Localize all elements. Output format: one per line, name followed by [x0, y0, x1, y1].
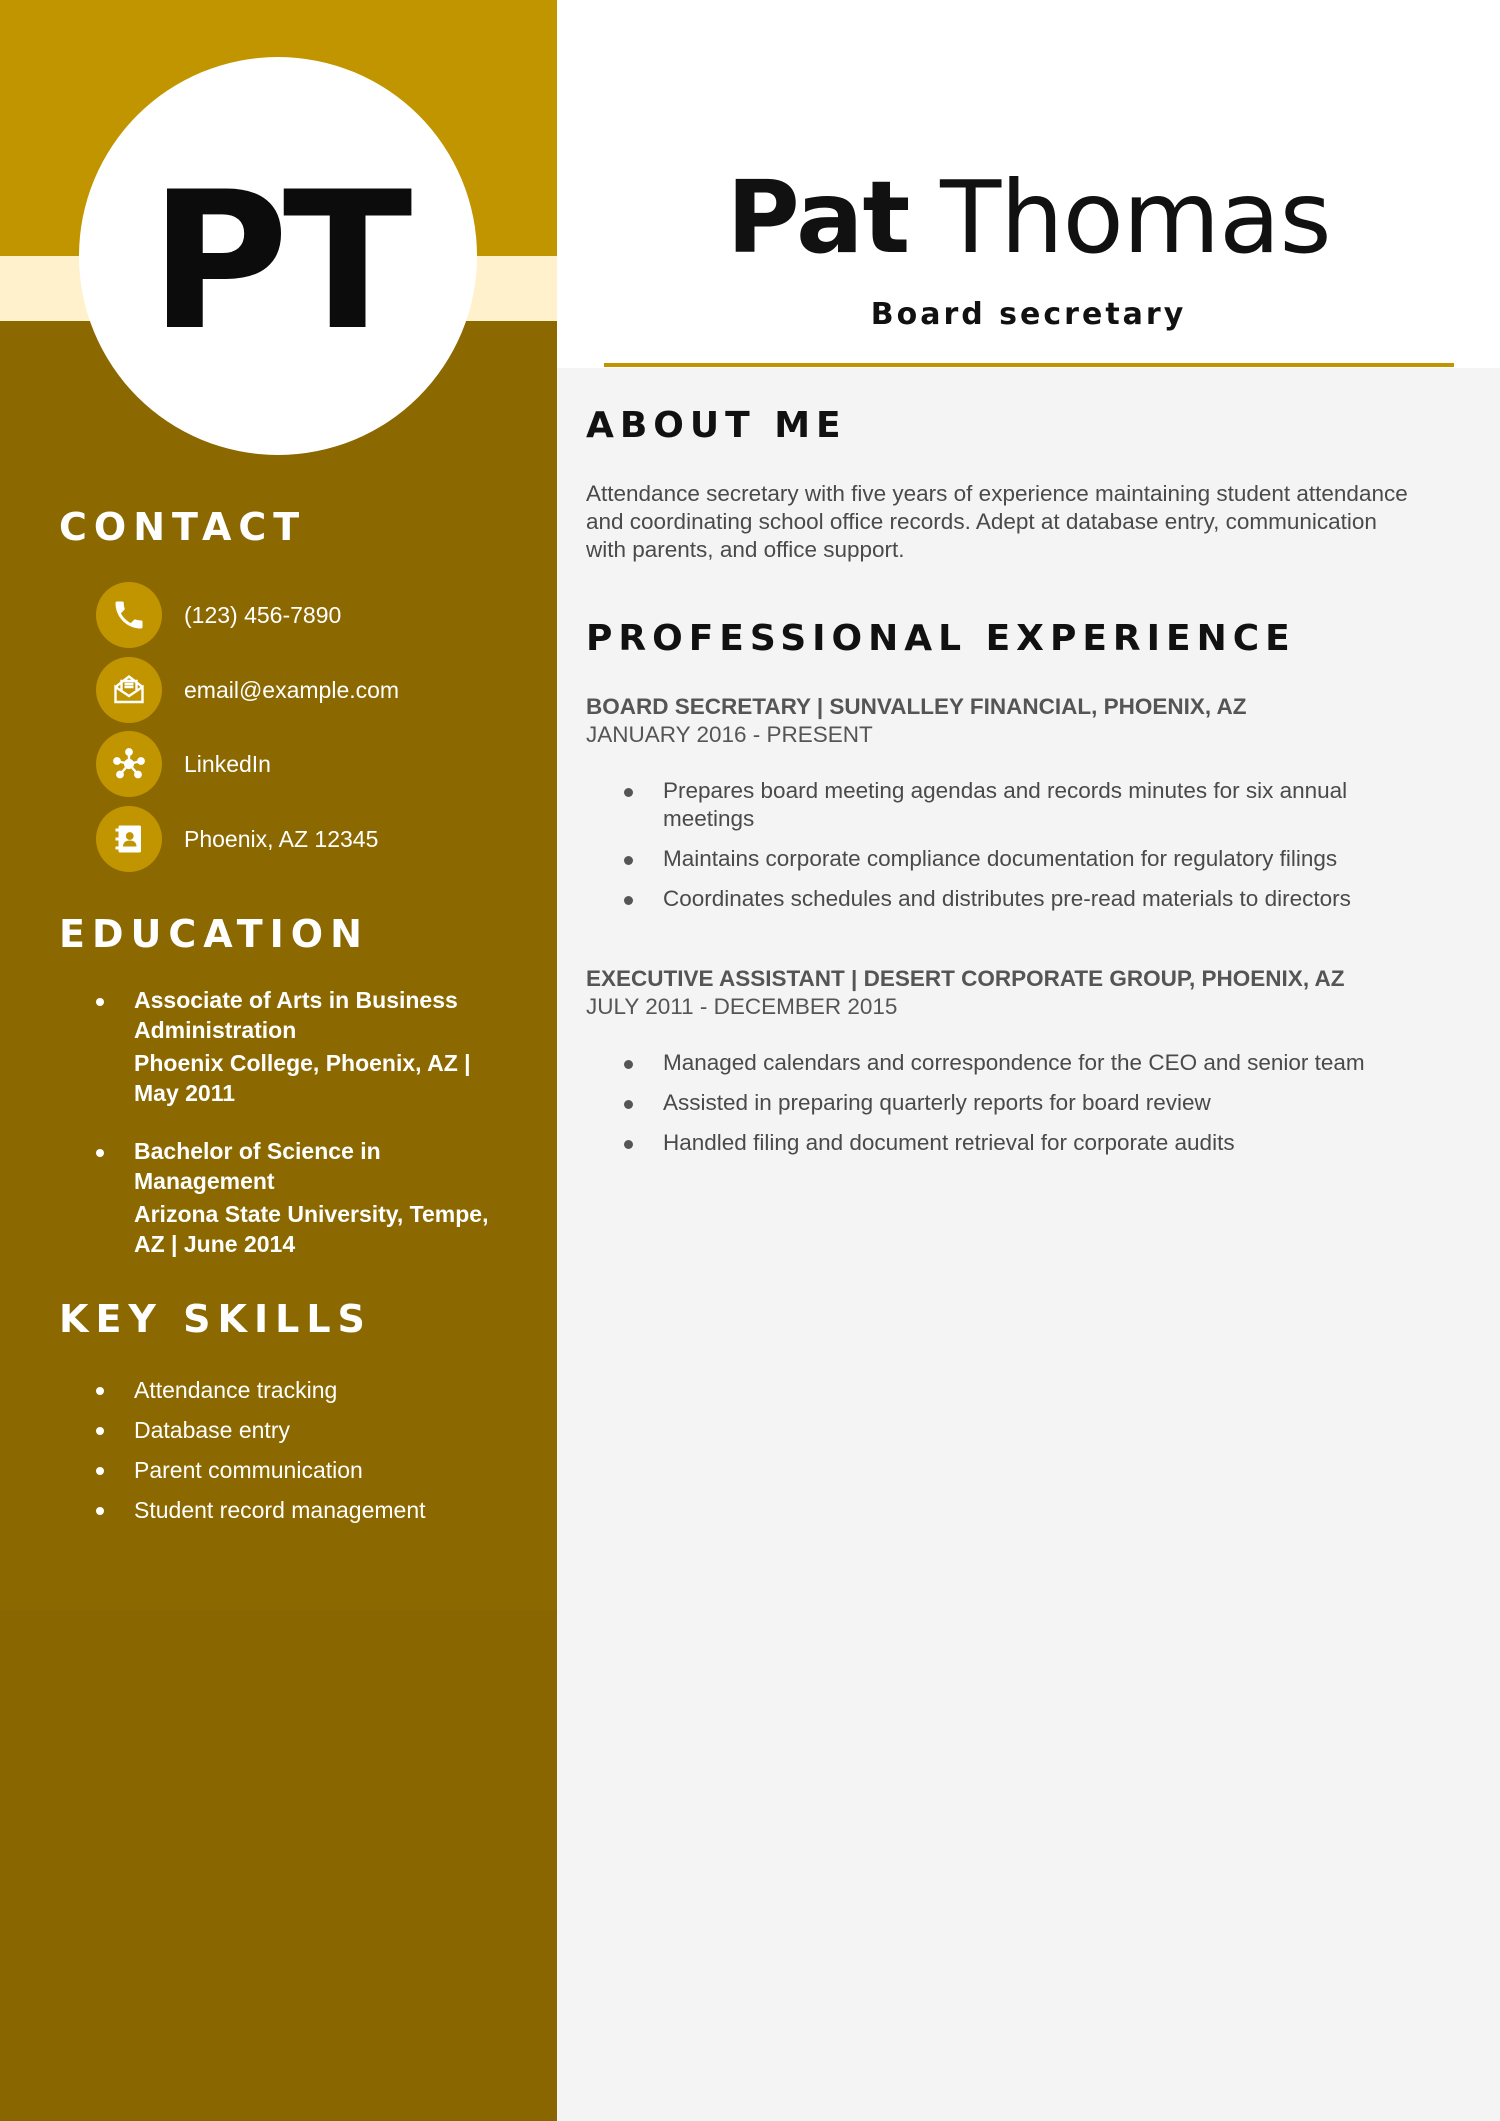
candidate-name [557, 159, 1500, 276]
linkedin-text: LinkedIn [184, 750, 271, 777]
about-heading: ABOUT ME [586, 405, 847, 446]
job-bullet: Prepares board meeting agendas and records minutes for six annual meetings [0, 777, 1500, 833]
job-bullet-list [0, 777, 1500, 925]
phone-icon [96, 582, 162, 648]
phone-text: (123) 456-7890 [184, 601, 342, 628]
last-name: Thomas [940, 159, 1331, 276]
education-degree: Bachelor of Science in Management [134, 1138, 381, 1194]
first-name: Pat [726, 159, 910, 276]
candidate-title: Board secretary [870, 297, 1187, 332]
job-bullet: Maintains corporate compliance documentation for regulatory filings [0, 845, 1500, 873]
job-bullet: Coordinates schedules and distributes pre-read materials to directors [0, 885, 1500, 913]
skill-item: Student record management [0, 1495, 557, 1535]
email-icon [96, 657, 162, 723]
contact-heading: CONTACT [59, 505, 307, 549]
job-bullet: Managed calendars and correspondence for the CEO and senior team [0, 1049, 1500, 1077]
skill-item: Parent communication [0, 1455, 557, 1495]
skills-heading: KEY SKILLS [59, 1297, 372, 1341]
job-title: EXECUTIVE ASSISTANT | DESERT CORPORATE GROUP, PHOENIX, AZ [586, 966, 1345, 991]
skills-list [0, 1375, 557, 1535]
job-bullet: Handled filing and document retrieval for corporate audits [0, 1129, 1500, 1157]
avatar-initials [79, 57, 477, 455]
header-divider [604, 363, 1454, 367]
education-school: Phoenix College, Phoenix, AZ | May 2011 [134, 1050, 471, 1106]
job-bullet-list [0, 1049, 1500, 1169]
job-bullet: Assisted in preparing quarterly reports for board review [0, 1089, 1500, 1117]
job-title: BOARD SECRETARY | SUNVALLEY FINANCIAL, PHOENIX, AZ [586, 694, 1247, 719]
skill-item: Attendance tracking [0, 1375, 557, 1415]
email-text: email@example.com [184, 676, 400, 703]
address-text: Phoenix, AZ 12345 [184, 825, 379, 852]
about-text: Attendance secretary with five years of experience maintaining student attendance and coordinating school office records. Adept at database entry, communication with parents, and office support. [586, 481, 1408, 562]
experience-heading: PROFESSIONAL EXPERIENCE [586, 618, 1296, 659]
skill-item: Database entry [0, 1415, 557, 1455]
initials-text: PT [149, 150, 407, 372]
contact-phone [96, 582, 341, 648]
education-degree: Associate of Arts in Business Administration [134, 987, 458, 1043]
job-dates: JULY 2011 - DECEMBER 2015 [586, 994, 898, 1019]
job-dates: JANUARY 2016 - PRESENT [586, 722, 873, 747]
contact-email [96, 657, 399, 723]
education-heading: EDUCATION [59, 912, 369, 956]
education-school: Arizona State University, Tempe, AZ | June 2014 [134, 1201, 489, 1257]
sidebar-lower-shade [0, 1610, 557, 2121]
